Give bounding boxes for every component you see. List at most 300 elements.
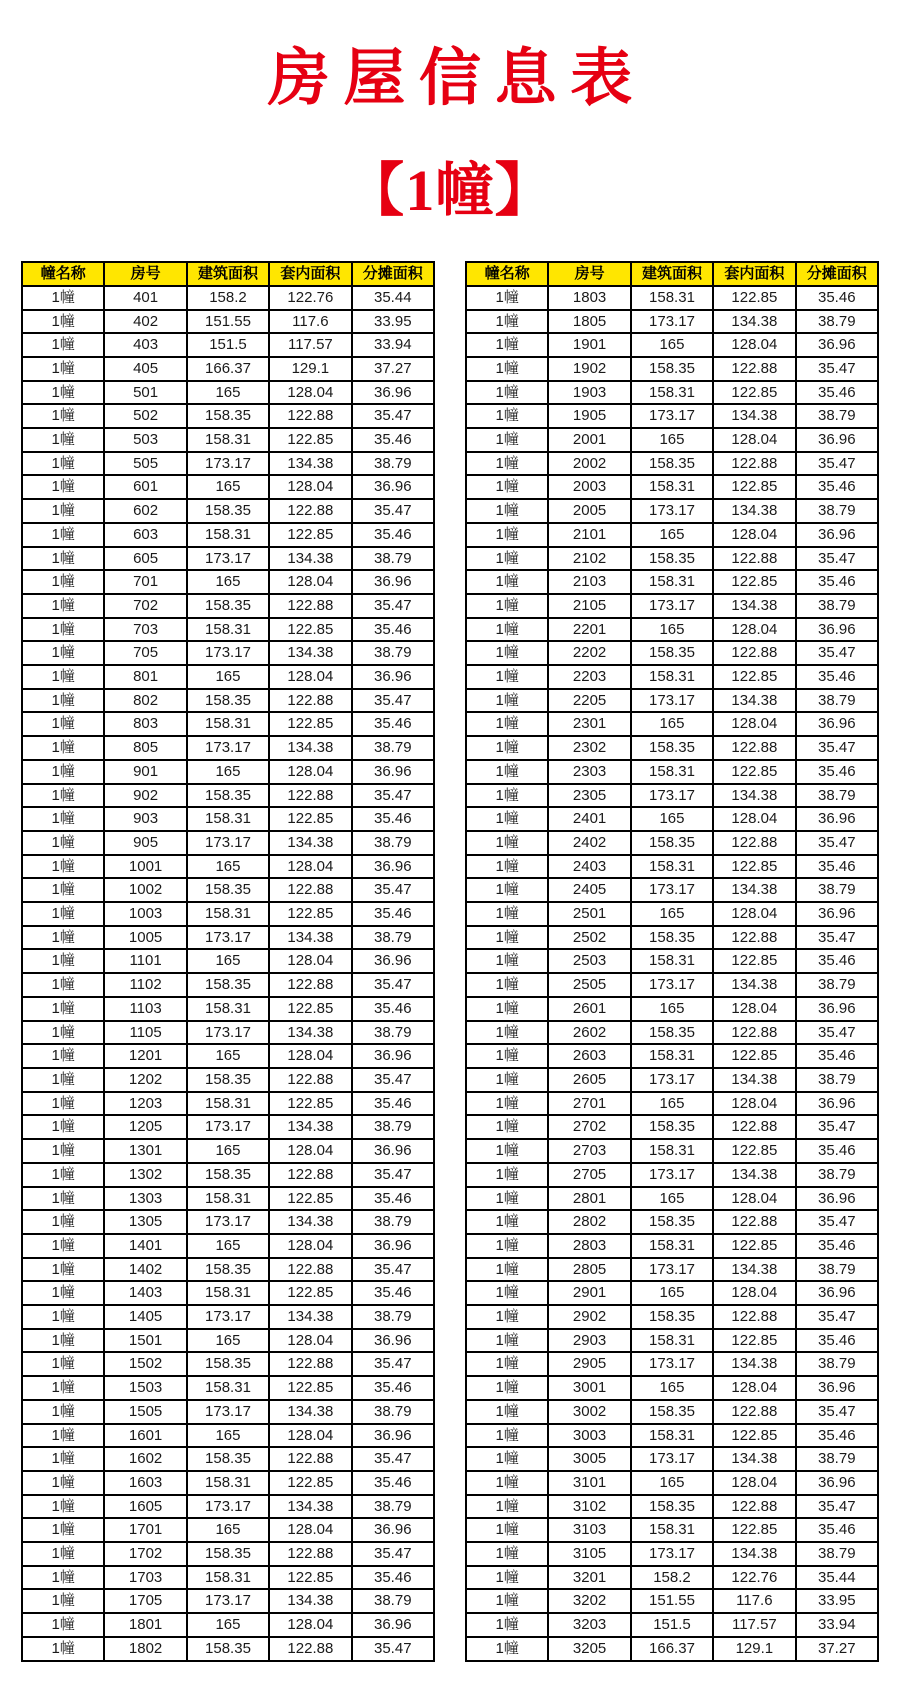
housing-table-right	[465, 261, 879, 1661]
table-row	[466, 333, 878, 357]
table-row	[466, 1210, 878, 1234]
table-cell: 1幢	[22, 428, 104, 452]
table-cell: 128.04	[713, 997, 795, 1021]
table-cell: 1005	[104, 926, 186, 950]
table-cell: 128.04	[713, 1376, 795, 1400]
table-cell: 35.46	[352, 523, 434, 547]
table-cell: 701	[104, 570, 186, 594]
table-cell: 35.47	[352, 1542, 434, 1566]
table-cell: 165	[187, 1518, 269, 1542]
table-cell: 1幢	[22, 1613, 104, 1637]
table-cell: 128.04	[269, 855, 351, 879]
table-row	[22, 1281, 434, 1305]
table-row	[22, 1566, 434, 1590]
table-row	[466, 1613, 878, 1637]
table-cell: 1203	[104, 1092, 186, 1116]
table-cell: 158.35	[187, 1258, 269, 1282]
table-cell: 35.47	[796, 1305, 878, 1329]
table-cell: 122.88	[269, 1068, 351, 1092]
table-cell: 1幢	[466, 1637, 548, 1661]
table-cell: 36.96	[796, 807, 878, 831]
table-cell: 1幢	[22, 760, 104, 784]
table-cell: 128.04	[713, 1281, 795, 1305]
table-cell: 158.31	[187, 712, 269, 736]
table-cell: 36.96	[352, 1424, 434, 1448]
table-cell: 151.5	[631, 1613, 713, 1637]
table-cell: 3005	[548, 1447, 630, 1471]
table-cell: 158.35	[187, 784, 269, 808]
table-cell: 405	[104, 357, 186, 381]
table-cell: 173.17	[187, 1589, 269, 1613]
table-row	[466, 1495, 878, 1519]
table-cell: 1幢	[466, 665, 548, 689]
table-cell: 166.37	[187, 357, 269, 381]
table-cell: 1幢	[466, 855, 548, 879]
table-cell: 1幢	[22, 1471, 104, 1495]
table-cell: 36.96	[352, 760, 434, 784]
table-cell: 122.88	[713, 641, 795, 665]
table-cell: 134.38	[713, 878, 795, 902]
table-cell: 1幢	[22, 475, 104, 499]
table-cell: 173.17	[631, 1258, 713, 1282]
table-cell: 158.35	[187, 878, 269, 902]
table-cell: 1幢	[466, 1281, 548, 1305]
table-cell: 38.79	[352, 1400, 434, 1424]
table-cell: 158.35	[631, 452, 713, 476]
table-cell: 1幢	[22, 878, 104, 902]
table-cell: 36.96	[796, 618, 878, 642]
table-cell: 1幢	[22, 1447, 104, 1471]
table-cell: 1幢	[22, 807, 104, 831]
table-cell: 1602	[104, 1447, 186, 1471]
table-cell: 1幢	[22, 784, 104, 808]
table-cell: 1幢	[22, 618, 104, 642]
table-cell: 2202	[548, 641, 630, 665]
table-cell: 122.85	[713, 475, 795, 499]
table-cell: 2603	[548, 1044, 630, 1068]
table-cell: 134.38	[713, 1163, 795, 1187]
table-cell: 134.38	[713, 689, 795, 713]
table-cell: 128.04	[269, 949, 351, 973]
table-row	[466, 1471, 878, 1495]
table-cell: 158.31	[187, 807, 269, 831]
table-cell: 2802	[548, 1210, 630, 1234]
table-cell: 128.04	[269, 665, 351, 689]
table-cell: 1403	[104, 1281, 186, 1305]
table-cell: 37.27	[796, 1637, 878, 1661]
page-title: 房屋信息表	[267, 45, 646, 113]
table-cell: 1幢	[22, 855, 104, 879]
table-row	[466, 1589, 878, 1613]
table-cell: 2903	[548, 1329, 630, 1353]
table-cell: 401	[104, 286, 186, 310]
table-cell: 1幢	[466, 1518, 548, 1542]
table-cell: 35.47	[796, 1021, 878, 1045]
table-cell: 165	[187, 665, 269, 689]
table-cell: 38.79	[352, 547, 434, 571]
table-cell: 158.31	[631, 855, 713, 879]
table-cell: 117.57	[269, 333, 351, 357]
table-row	[466, 1139, 878, 1163]
table-cell: 158.31	[187, 997, 269, 1021]
table-cell: 1幢	[466, 1424, 548, 1448]
table-cell: 2501	[548, 902, 630, 926]
table-cell: 1幢	[22, 1637, 104, 1661]
table-row	[466, 1187, 878, 1211]
table-cell: 805	[104, 736, 186, 760]
table-cell: 3001	[548, 1376, 630, 1400]
table-cell: 602	[104, 499, 186, 523]
table-cell: 173.17	[187, 1210, 269, 1234]
table-cell: 173.17	[631, 499, 713, 523]
table-cell: 1幢	[466, 523, 548, 547]
table-cell: 1幢	[466, 1021, 548, 1045]
table-row	[22, 1495, 434, 1519]
table-cell: 1幢	[466, 428, 548, 452]
table-cell: 35.46	[352, 428, 434, 452]
table-cell: 35.46	[352, 902, 434, 926]
table-row	[466, 807, 878, 831]
table-cell: 1幢	[466, 475, 548, 499]
table-cell: 122.85	[713, 760, 795, 784]
table-cell: 1405	[104, 1305, 186, 1329]
table-cell: 165	[631, 902, 713, 926]
table-cell: 173.17	[187, 831, 269, 855]
table-cell: 158.31	[187, 1376, 269, 1400]
table-cell: 38.79	[796, 784, 878, 808]
table-row	[466, 1234, 878, 1258]
table-cell: 2502	[548, 926, 630, 950]
table-cell: 122.85	[713, 1044, 795, 1068]
table-cell: 158.35	[631, 926, 713, 950]
table-row	[466, 973, 878, 997]
table-cell: 502	[104, 404, 186, 428]
table-cell: 2302	[548, 736, 630, 760]
table-cell: 1幢	[22, 286, 104, 310]
table-cell: 38.79	[352, 926, 434, 950]
table-row	[466, 878, 878, 902]
table-cell: 1503	[104, 1376, 186, 1400]
table-cell: 128.04	[713, 428, 795, 452]
table-cell: 2301	[548, 712, 630, 736]
table-cell: 151.55	[187, 310, 269, 334]
table-cell: 3003	[548, 1424, 630, 1448]
table-cell: 1幢	[466, 997, 548, 1021]
table-cell: 501	[104, 381, 186, 405]
table-cell: 36.96	[352, 855, 434, 879]
table-cell: 35.46	[352, 618, 434, 642]
table-cell: 173.17	[187, 1021, 269, 1045]
table-cell: 122.85	[713, 949, 795, 973]
table-cell: 35.46	[352, 712, 434, 736]
table-cell: 35.46	[796, 760, 878, 784]
table-cell: 134.38	[269, 831, 351, 855]
table-cell: 122.85	[269, 1187, 351, 1211]
table-cell: 173.17	[187, 736, 269, 760]
table-row	[22, 286, 434, 310]
table-row	[466, 1447, 878, 1471]
table-cell: 117.6	[713, 1589, 795, 1613]
table-row	[22, 1139, 434, 1163]
table-cell: 35.47	[796, 1495, 878, 1519]
table-cell: 128.04	[713, 712, 795, 736]
table-cell: 901	[104, 760, 186, 784]
table-cell: 35.47	[352, 784, 434, 808]
table-cell: 1幢	[466, 973, 548, 997]
table-cell: 128.04	[713, 807, 795, 831]
table-cell: 165	[631, 1092, 713, 1116]
table-cell: 173.17	[187, 1305, 269, 1329]
table-cell: 165	[631, 1187, 713, 1211]
table-cell: 38.79	[796, 1068, 878, 1092]
table-cell: 1501	[104, 1329, 186, 1353]
table-cell: 1幢	[22, 1495, 104, 1519]
table-cell: 158.31	[187, 523, 269, 547]
table-cell: 35.47	[796, 1210, 878, 1234]
table-row	[466, 570, 878, 594]
table-cell: 151.5	[187, 333, 269, 357]
table-cell: 1幢	[22, 736, 104, 760]
table-cell: 35.44	[796, 1566, 878, 1590]
table-cell: 1幢	[466, 357, 548, 381]
table-cell: 1幢	[466, 784, 548, 808]
table-cell: 1幢	[22, 594, 104, 618]
column-header: 幢名称	[22, 262, 104, 286]
table-cell: 122.88	[713, 547, 795, 571]
table-cell: 2705	[548, 1163, 630, 1187]
table-cell: 1幢	[466, 760, 548, 784]
table-cell: 35.47	[352, 499, 434, 523]
table-cell: 122.88	[269, 499, 351, 523]
table-cell: 134.38	[713, 310, 795, 334]
table-cell: 173.17	[631, 1542, 713, 1566]
table-cell: 1幢	[22, 902, 104, 926]
table-cell: 122.85	[269, 618, 351, 642]
table-cell: 603	[104, 523, 186, 547]
table-cell: 165	[187, 1613, 269, 1637]
table-cell: 36.96	[352, 570, 434, 594]
table-cell: 122.85	[713, 286, 795, 310]
table-cell: 134.38	[269, 736, 351, 760]
table-cell: 158.2	[187, 286, 269, 310]
table-cell: 1幢	[466, 689, 548, 713]
table-cell: 35.46	[796, 1424, 878, 1448]
table-cell: 35.47	[352, 1068, 434, 1092]
table-cell: 173.17	[187, 1400, 269, 1424]
table-cell: 2602	[548, 1021, 630, 1045]
table-cell: 158.35	[631, 1305, 713, 1329]
table-cell: 1105	[104, 1021, 186, 1045]
table-cell: 38.79	[796, 594, 878, 618]
table-cell: 122.76	[713, 1566, 795, 1590]
table-cell: 158.31	[631, 1518, 713, 1542]
table-cell: 128.04	[269, 1234, 351, 1258]
table-cell: 1幢	[22, 523, 104, 547]
table-cell: 165	[187, 1424, 269, 1448]
table-cell: 122.88	[269, 1352, 351, 1376]
table-cell: 36.96	[352, 1139, 434, 1163]
table-cell: 36.96	[796, 333, 878, 357]
table-row	[466, 1424, 878, 1448]
table-cell: 2702	[548, 1115, 630, 1139]
column-header: 幢名称	[466, 262, 548, 286]
table-cell: 122.88	[713, 452, 795, 476]
table-cell: 2805	[548, 1258, 630, 1282]
table-cell: 1幢	[466, 452, 548, 476]
table-cell: 803	[104, 712, 186, 736]
table-cell: 122.88	[269, 1542, 351, 1566]
table-row	[466, 1281, 878, 1305]
table-cell: 2803	[548, 1234, 630, 1258]
table-cell: 158.35	[631, 1021, 713, 1045]
table-cell: 35.44	[352, 286, 434, 310]
table-cell: 1幢	[466, 333, 548, 357]
table-cell: 35.46	[352, 1281, 434, 1305]
table-row	[22, 1542, 434, 1566]
table-cell: 35.46	[796, 1329, 878, 1353]
table-cell: 165	[631, 428, 713, 452]
table-row	[466, 523, 878, 547]
table-cell: 1幢	[22, 499, 104, 523]
table-row	[22, 594, 434, 618]
table-cell: 122.76	[269, 286, 351, 310]
table-cell: 1301	[104, 1139, 186, 1163]
table-row	[22, 428, 434, 452]
table-cell: 35.46	[796, 1139, 878, 1163]
table-cell: 37.27	[352, 357, 434, 381]
table-cell: 158.31	[187, 1187, 269, 1211]
table-cell: 35.46	[352, 1471, 434, 1495]
table-cell: 134.38	[269, 1305, 351, 1329]
table-cell: 38.79	[796, 973, 878, 997]
table-row	[466, 1068, 878, 1092]
header-row	[466, 262, 878, 286]
table-row	[22, 855, 434, 879]
table-cell: 1幢	[22, 310, 104, 334]
table-row	[22, 618, 434, 642]
table-cell: 1幢	[22, 689, 104, 713]
table-cell: 122.85	[713, 381, 795, 405]
column-header: 分摊面积	[352, 262, 434, 286]
table-cell: 129.1	[269, 357, 351, 381]
table-cell: 165	[631, 618, 713, 642]
table-cell: 128.04	[269, 475, 351, 499]
table-cell: 35.46	[352, 807, 434, 831]
table-cell: 165	[631, 997, 713, 1021]
table-cell: 1605	[104, 1495, 186, 1519]
table-row	[22, 973, 434, 997]
table-cell: 122.88	[269, 784, 351, 808]
table-cell: 1502	[104, 1352, 186, 1376]
table-row	[22, 1187, 434, 1211]
table-row	[22, 570, 434, 594]
table-cell: 158.31	[187, 1281, 269, 1305]
table-cell: 1幢	[466, 1447, 548, 1471]
table-cell: 122.85	[713, 1234, 795, 1258]
column-header: 建筑面积	[631, 262, 713, 286]
table-cell: 165	[187, 1234, 269, 1258]
table-row	[466, 949, 878, 973]
table-cell: 134.38	[269, 926, 351, 950]
table-cell: 1幢	[466, 1613, 548, 1637]
table-row	[466, 1329, 878, 1353]
table-cell: 1803	[548, 286, 630, 310]
table-cell: 122.88	[269, 689, 351, 713]
table-cell: 158.31	[187, 618, 269, 642]
table-cell: 1幢	[466, 1092, 548, 1116]
table-cell: 1505	[104, 1400, 186, 1424]
table-cell: 1幢	[466, 736, 548, 760]
table-cell: 1701	[104, 1518, 186, 1542]
table-cell: 1幢	[22, 1234, 104, 1258]
table-cell: 129.1	[713, 1637, 795, 1661]
table-cell: 1003	[104, 902, 186, 926]
table-cell: 122.88	[269, 1447, 351, 1471]
table-cell: 134.38	[269, 452, 351, 476]
table-cell: 1幢	[466, 594, 548, 618]
table-cell: 36.96	[796, 1092, 878, 1116]
table-cell: 158.35	[187, 689, 269, 713]
table-cell: 165	[187, 1139, 269, 1163]
table-row	[466, 712, 878, 736]
table-cell: 601	[104, 475, 186, 499]
table-cell: 3202	[548, 1589, 630, 1613]
table-cell: 165	[187, 1329, 269, 1353]
table-cell: 1801	[104, 1613, 186, 1637]
table-cell: 1002	[104, 878, 186, 902]
table-row	[466, 736, 878, 760]
table-cell: 134.38	[269, 1210, 351, 1234]
table-cell: 1幢	[22, 570, 104, 594]
table-cell: 122.85	[269, 902, 351, 926]
table-cell: 1101	[104, 949, 186, 973]
table-row	[22, 665, 434, 689]
table-cell: 158.35	[631, 641, 713, 665]
table-row	[22, 1637, 434, 1661]
table-cell: 128.04	[713, 1187, 795, 1211]
table-cell: 35.46	[352, 1092, 434, 1116]
table-cell: 38.79	[352, 736, 434, 760]
table-cell: 1幢	[466, 1329, 548, 1353]
table-cell: 33.94	[352, 333, 434, 357]
table-cell: 1幢	[466, 1376, 548, 1400]
table-cell: 38.79	[796, 1542, 878, 1566]
table-cell: 35.47	[796, 831, 878, 855]
table-cell: 165	[631, 712, 713, 736]
table-cell: 1幢	[466, 570, 548, 594]
table-cell: 122.88	[713, 1400, 795, 1424]
table-cell: 2505	[548, 973, 630, 997]
table-cell: 134.38	[713, 1447, 795, 1471]
table-cell: 2001	[548, 428, 630, 452]
table-cell: 1幢	[466, 1115, 548, 1139]
table-cell: 802	[104, 689, 186, 713]
table-cell: 1幢	[22, 926, 104, 950]
table-cell: 1幢	[22, 1139, 104, 1163]
table-row	[22, 499, 434, 523]
table-cell: 158.35	[631, 1495, 713, 1519]
table-cell: 2605	[548, 1068, 630, 1092]
table-row	[466, 1542, 878, 1566]
table-cell: 158.31	[631, 475, 713, 499]
table-cell: 122.88	[713, 926, 795, 950]
table-cell: 1幢	[466, 712, 548, 736]
table-cell: 1幢	[22, 1092, 104, 1116]
table-cell: 173.17	[631, 1352, 713, 1376]
table-cell: 403	[104, 333, 186, 357]
table-cell: 36.96	[796, 1471, 878, 1495]
table-cell: 35.46	[796, 381, 878, 405]
